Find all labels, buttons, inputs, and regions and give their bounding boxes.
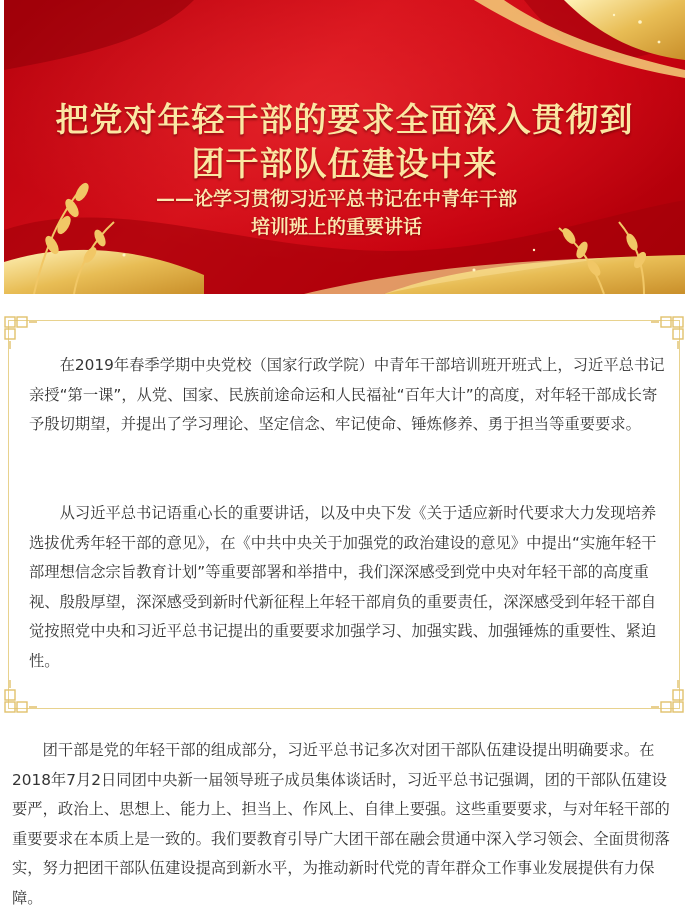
banner-title-line1: 把党对年轻干部的要求全面深入贯彻到 bbox=[55, 100, 634, 139]
corner-ornament-top-right bbox=[651, 315, 685, 349]
banner-subtitle-line1: ——论学习贯彻习近平总书记在中青年干部 bbox=[155, 188, 517, 210]
body-paragraph-1: 团干部是党的年轻干部的组成部分，习近平总书记多次对团干部队伍建设提出明确要求。在2018年7月2日同团中央新一届领导班子成员集体谈话时，习近平总书记强调，团的干部队伍建设要严，政治上、思想上、能力上、担当上、作风上、自律上要强。这些重要要求，与对年轻干部的重要要求在本质上是一致的。我们要教育引导广大团干部在融会贯通中深入学习领会、全面贯彻落实，努力把团干部队伍建设提高到新水平，为推动新时代党的青年群众工作事业发展提供有力保障。 bbox=[12, 741, 670, 907]
framed-quote-box bbox=[8, 320, 680, 709]
framed-paragraph-2: 从习近平总书记语重心长的重要讲话，以及中央下发《关于适应新时代要求大力发现培养选拔优秀年轻干部的意见》，在《中共中央关于加强党的政治建设的意见》中提出“实施年轻干部理想信念宗旨教育计划”等重要部署和举措中，我们深深感受到党中央对年轻干部的高度重视、殷殷厚望，深深感受到新时代新征程上年轻干部肩负的重要责任，深深感受到年轻干部自觉按照党中央和习近平总书记提出的重要要求加强学习、加强实践、加强锤炼的重要性、紧迫性。 bbox=[29, 504, 657, 670]
corner-ornament-bottom-right bbox=[651, 680, 685, 714]
article-body bbox=[12, 736, 676, 913]
corner-ornament-top-left bbox=[3, 315, 37, 349]
banner-title-line2: 团干部队伍建设中来 bbox=[191, 144, 498, 183]
header-banner bbox=[4, 0, 685, 294]
corner-ornament-bottom-left bbox=[3, 680, 37, 714]
framed-paragraph-1: 在2019年春季学期中央党校（国家行政学院）中青年干部培训班开班式上，习近平总书记亲授“第一课”，从党、国家、民族前途命运和人民福祉“百年大计”的高度，对年轻干部成长寄予殷切期望，并提出了学习理论、坚定信念、牢记使命、锤炼修养、勇于担当等重要要求。 bbox=[29, 356, 665, 433]
banner-subtitle-line2: 培训班上的重要讲话 bbox=[250, 216, 422, 238]
